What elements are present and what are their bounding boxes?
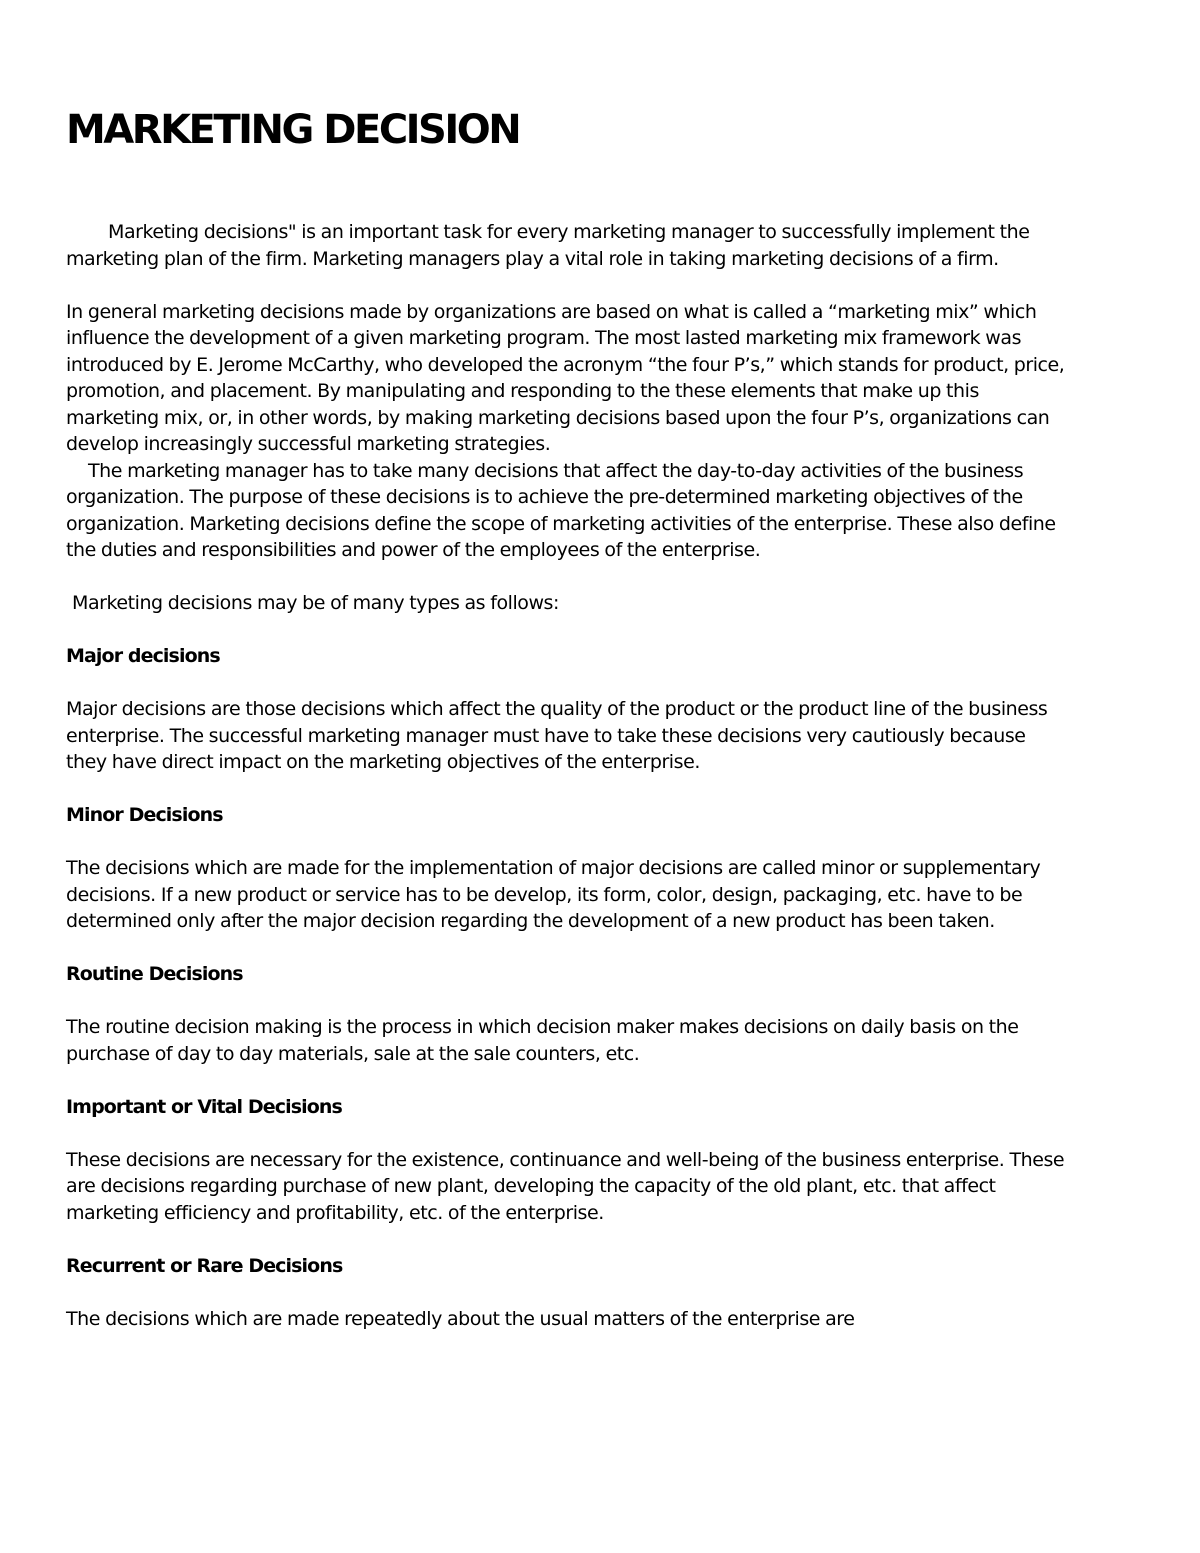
section-heading-minor: Minor Decisions bbox=[66, 804, 223, 826]
marketing-mix-paragraph: In general marketing decisions made by organizations are based on what is called a “marketing mix” which influence the development of a given marketing program. The most lasted marketing mix framework was introduced by E. Jerome McCarthy, who developed the acronym “the four P’s,” which stands for product, price, promotion, and placement. By manipulating and responding to the these elements that make up this marketing mix, or, in other words, by making marketing decisions based upon the four P’s, organizations can develop increasingly successful marketing strategies. bbox=[66, 300, 1065, 455]
section-heading-vital: Important or Vital Decisions bbox=[66, 1095, 342, 1118]
spacer bbox=[66, 776, 1066, 803]
section-heading-recurrent: Recurrent or Rare Decisions bbox=[66, 1254, 343, 1277]
intro-paragraph: Marketing decisions" is an important task for every marketing manager to successfully implement the marketing plan of the firm. Marketing managers play a vital role in taking marketing decisions of a firm. bbox=[66, 221, 1030, 270]
section-heading-routine: Routine Decisions bbox=[66, 963, 243, 985]
spacer bbox=[66, 156, 1066, 219]
section-body-minor: The decisions which are made for the implementation of major decisions are called minor or supplementary decisions. If a new product or service has to be develop, its form, color, design, packaging, etc. have to be determined only after the major decision regarding the development of a new product has been taken. bbox=[66, 857, 1041, 932]
spacer bbox=[66, 670, 1066, 697]
spacer bbox=[66, 935, 1066, 962]
spacer bbox=[66, 1067, 1066, 1094]
section-body-recurrent: The decisions which are made repeatedly about the usual matters of the enterprise are bbox=[66, 1307, 855, 1330]
section-body-routine: The routine decision making is the process in which decision maker makes decisions on daily basis on the purchase of day to day materials, sale at the sale counters, etc. bbox=[66, 1016, 1019, 1065]
spacer bbox=[66, 1226, 1066, 1253]
section-heading-major: Major decisions bbox=[66, 645, 220, 667]
spacer bbox=[66, 829, 1066, 856]
types-intro-paragraph: Marketing decisions may be of many types as follows: bbox=[72, 592, 559, 614]
spacer bbox=[66, 988, 1066, 1015]
section-body-major: Major decisions are those decisions which affect the quality of the product or the product line of the business enterprise. The successful marketing manager must have to take these decisions very cautiously because they have direct impact on the marketing objectives of the enterprise. bbox=[66, 698, 1048, 773]
spacer bbox=[66, 1279, 1066, 1306]
spacer bbox=[66, 564, 1066, 591]
spacer bbox=[66, 1120, 1066, 1147]
section-body-vital: These decisions are necessary for the existence, continuance and well-being of the business enterprise. These are decisions regarding purchase of new plant, developing the capacity of the old plant, etc. that affect marketing efficiency and profitability, etc. of the enterprise. bbox=[66, 1148, 1065, 1224]
document-page bbox=[66, 104, 1066, 1332]
document-title: MARKETING DECISION bbox=[66, 107, 520, 153]
spacer bbox=[66, 617, 1066, 644]
spacer bbox=[66, 272, 1066, 299]
marketing-manager-paragraph: The marketing manager has to take many decisions that affect the day-to-day activities of the business organization. The purpose of these decisions is to achieve the pre-determined marketing objectives of the organization. Marketing decisions define the scope of marketing activities of the enterprise. These also define the duties and responsibilities and power of the employees of the enterprise. bbox=[66, 459, 1056, 561]
